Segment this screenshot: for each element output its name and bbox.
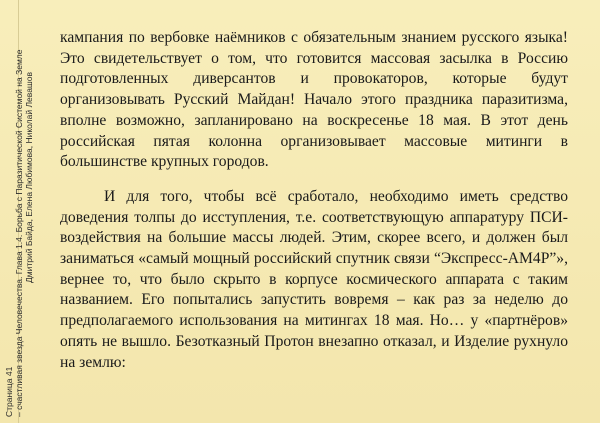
body-text [60, 28, 568, 373]
page-margin-notes [2, 0, 62, 423]
paragraph-1: кампания по вербовке наёмников с обязательным знанием русского языка! Это свидетельствует о том, что готовится массовая засылка в Россию подготовленных диверсантов и провокаторов, которые будут организовывать Русский Майдан! Начало этого праздника паразитизма, вполне возможно, запланировано на воскресенье 18 мая. В этот день российская пятая колонна организовывает массовые митинги в большинстве крупных городов. [60, 29, 568, 171]
chapter-title: – счастливая звезда Человечества. Глава 1.4. Борьба с Паразитической Системой на Земле [14, 49, 24, 417]
authors-line: Дмитрий Байда, Елена Любимова, Николай Левашов [24, 72, 34, 283]
page-label: Страница 41 [4, 366, 14, 417]
paragraph-2: И для того, чтобы всё сработало, необходимо иметь средство доведения толпы до исступления, т.е. соответствующую аппаратуру ПСИ-воздействия на большие массы людей. Этим, скорее всего, и должен был заниматься «самый мощный российский спутник связи “Экспресс-АМ4Р”», вернее то, что было скрыто в корпусе космического аппарата с таким названием. Его попытались запустить вовремя – как раз за неделю до предполагаемого использования на митингах 18 мая. Но… у «партнёров» опять не вышло. Безотказный Протон внезапно отказал, и Изделие рухнуло на землю: [60, 187, 568, 371]
